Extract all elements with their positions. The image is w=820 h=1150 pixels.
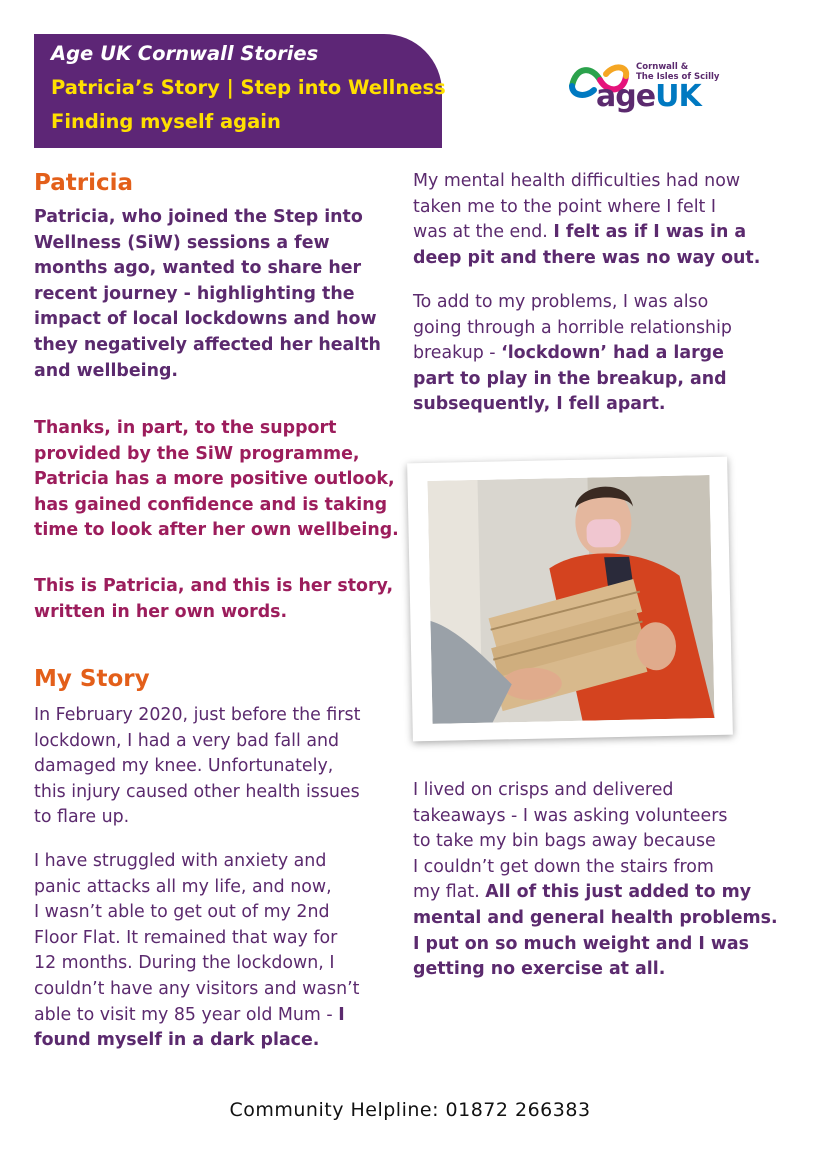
community-helpline: Community Helpline: 01872 266383 <box>229 1099 591 1121</box>
story-paragraph-2: I have struggled with anxiety and panic attacks all my life, and now, I wasn’t able to get out of my 2nd Floor Flat. It remained that way for 12 months. During the lockdown, I couldn’t have any visitors and wasn’t able to visit my 85 year old Mum - I found myself in a dark place. <box>34 851 360 1051</box>
logo-region: Cornwall & The Isles of Scilly <box>636 62 720 82</box>
story-paragraph-1: In February 2020, just before the first lockdown, I had a very bad fall and damaged my knee. Unfortunately, this injury caused other health issues to flare up. <box>34 705 361 828</box>
intro-paragraph: Patricia, who joined the Step into Wellness (SiW) sessions a few months ago, wanted to share her recent journey - highlighting the impact of local lockdowns and how they negatively affected her health and wellbeing. <box>34 207 381 381</box>
photo-frame <box>407 457 733 742</box>
pizza-delivery-illustration <box>427 475 714 724</box>
right-paragraph-2: To add to my problems, I was also going through a horrible relationship breakup - ‘lockdown’ had a large part to play in the breakup, and subsequently, I fell apart. <box>413 292 732 415</box>
title-banner <box>34 34 446 148</box>
this-is-paragraph: This is Patricia, and this is her story, written in her own words. <box>34 576 394 622</box>
banner-subtitle: Finding myself again <box>51 110 281 133</box>
heading-patricia: Patricia <box>34 170 134 196</box>
age-uk-logo <box>566 60 726 124</box>
thanks-paragraph: Thanks, in part, to the support provided by the SiW programme, Patricia has a more positive outlook, has gained confidence and is taking time to look after her own wellbeing. <box>34 418 399 541</box>
heading-my-story: My Story <box>34 666 150 692</box>
delivery-photo <box>427 475 714 724</box>
logo-wordmark: ageUK <box>596 79 701 114</box>
banner-story-title: Patricia’s Story | Step into Wellness <box>51 76 446 99</box>
right-paragraph-3: I lived on crisps and delivered takeaways - I was asking volunteers to take my bin bags away because I couldn’t get down the stairs from my flat. All of this just added to my mental and general health problems. I put on so much weight and I was getting no exercise at all. <box>413 780 778 980</box>
banner-series-title: Age UK Cornwall Stories <box>51 42 319 65</box>
right-paragraph-1: My mental health difficulties had now taken me to the point where I felt I was at the end. I felt as if I was in a deep pit and there was no way out. <box>413 171 761 268</box>
